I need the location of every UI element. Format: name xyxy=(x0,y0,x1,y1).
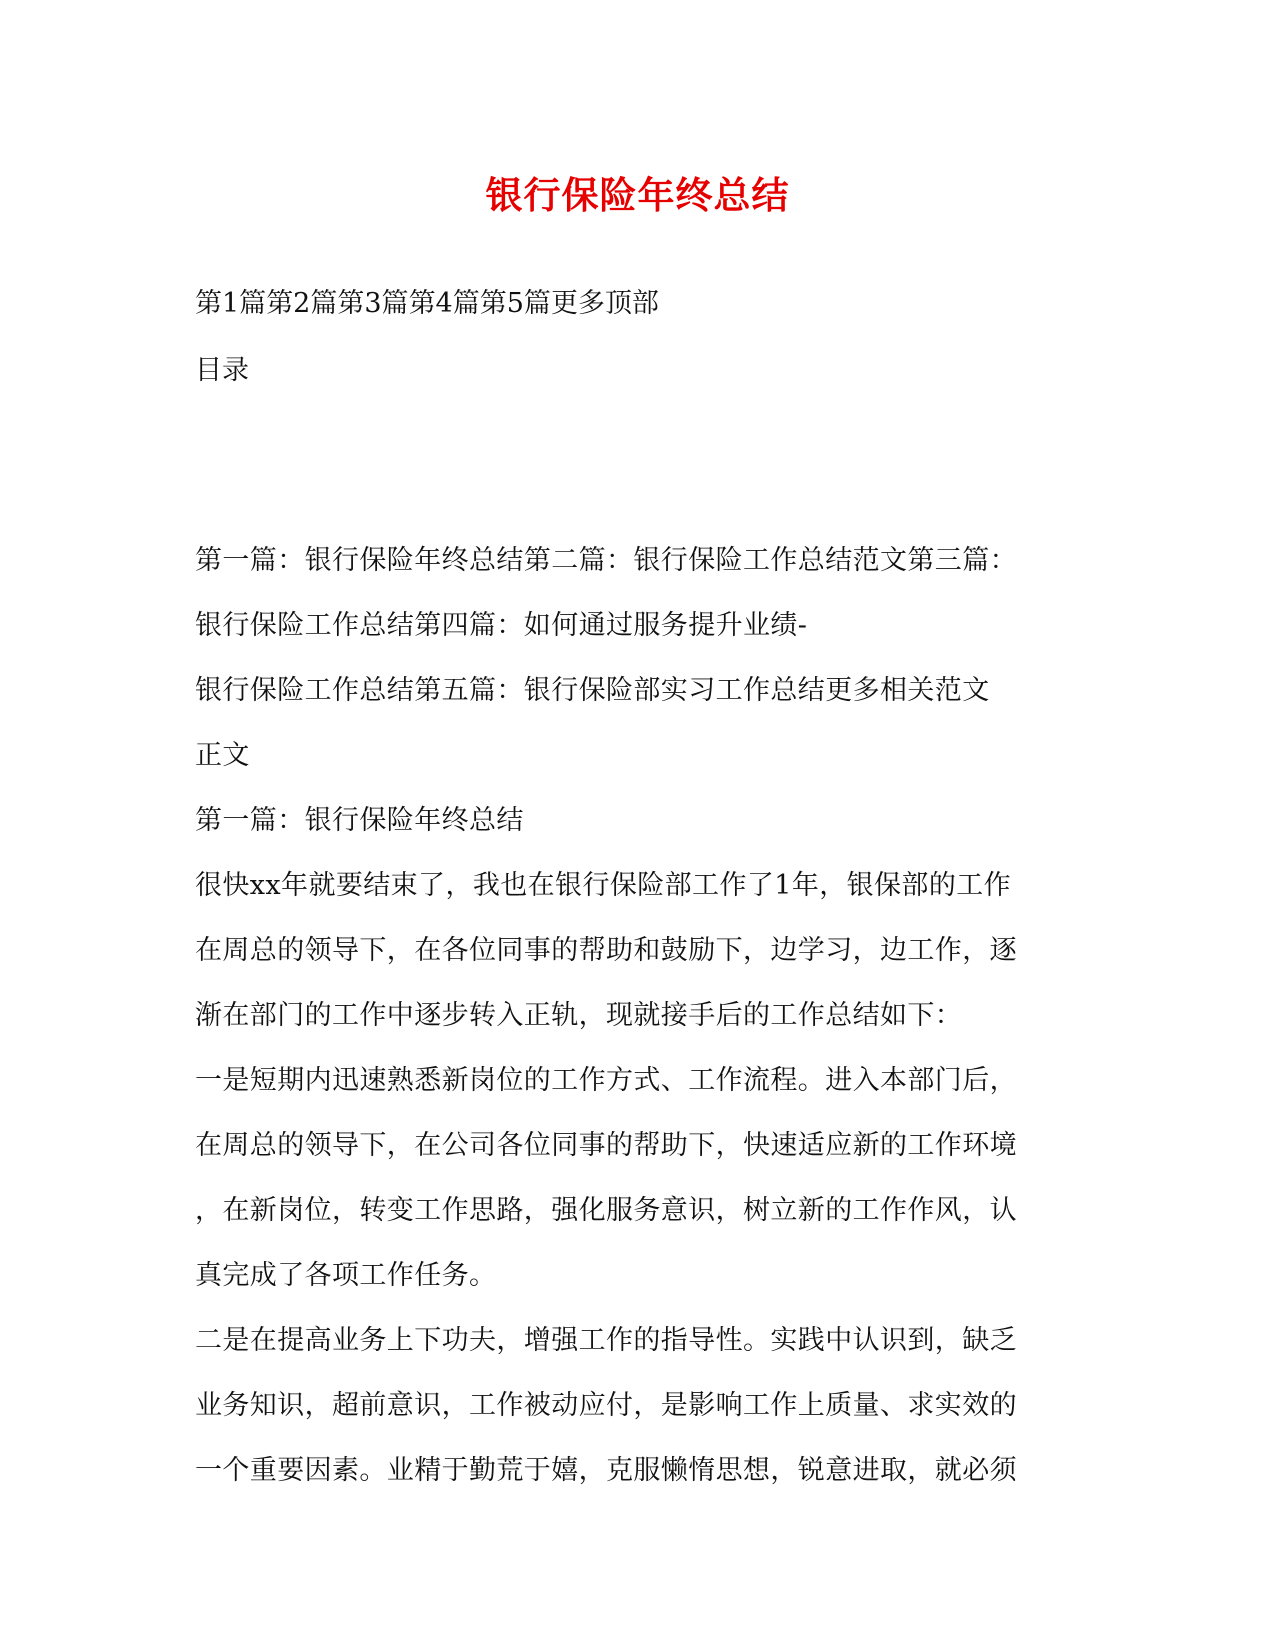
nav-link-part-3[interactable]: 第3篇 xyxy=(337,288,409,319)
paragraph-line: 很快xx年就要结束了，我也在银行保险部工作了1年，银保部的工作 xyxy=(195,870,1012,901)
paragraph-line: 渐在部门的工作中逐步转入正轨，现就接手后的工作总结如下： xyxy=(195,1000,963,1031)
paragraph-line: 在周总的领导下，在公司各位同事的帮助下，快速适应新的工作环境 xyxy=(195,1130,1017,1161)
paragraph-line: 二是在提高业务上下功夫，增强工作的指导性。实践中认识到，缺乏 xyxy=(195,1325,1017,1356)
section-label: 正文 xyxy=(195,740,250,771)
document-title: 银行保险年终总结 xyxy=(485,173,790,217)
document-body xyxy=(195,541,1075,1516)
toc-heading: 目录 xyxy=(195,355,249,386)
chapter-heading: 第一篇：银行保险年终总结 xyxy=(195,805,524,836)
toc-line: 银行保险工作总结第四篇：如何通过服务提升业绩- xyxy=(195,610,808,641)
paragraph-line: 在周总的领导下，在各位同事的帮助和鼓励下，边学习，边工作，逐 xyxy=(195,935,1017,966)
paragraph-line: ，在新岗位，转变工作思路，强化服务意识，树立新的工作作风，认 xyxy=(195,1195,1017,1226)
paragraph-line: 一是短期内迅速熟悉新岗位的工作方式、工作流程。进入本部门后， xyxy=(195,1065,1017,1096)
nav-link-part-2[interactable]: 第2篇 xyxy=(266,288,338,319)
paragraph-line: 业务知识，超前意识，工作被动应付，是影响工作上质量、求实效的 xyxy=(195,1390,1017,1421)
nav-link-top[interactable]: 顶部 xyxy=(604,288,659,319)
section-nav xyxy=(195,284,659,324)
nav-link-part-5[interactable]: 第5篇 xyxy=(479,288,551,319)
toc-line: 第一篇：银行保险年终总结第二篇：银行保险工作总结范文第三篇： xyxy=(195,545,1017,576)
nav-link-more[interactable]: 更多 xyxy=(550,288,605,319)
nav-link-part-4[interactable]: 第4篇 xyxy=(408,288,480,319)
nav-link-part-1[interactable]: 第1篇 xyxy=(195,288,267,319)
paragraph-line: 真完成了各项工作任务。 xyxy=(195,1260,497,1291)
toc-line: 银行保险工作总结第五篇：银行保险部实习工作总结更多相关范文 xyxy=(195,675,990,706)
paragraph-line: 一个重要因素。业精于勤荒于嬉，克服懒惰思想，锐意进取，就必须 xyxy=(195,1455,1017,1486)
